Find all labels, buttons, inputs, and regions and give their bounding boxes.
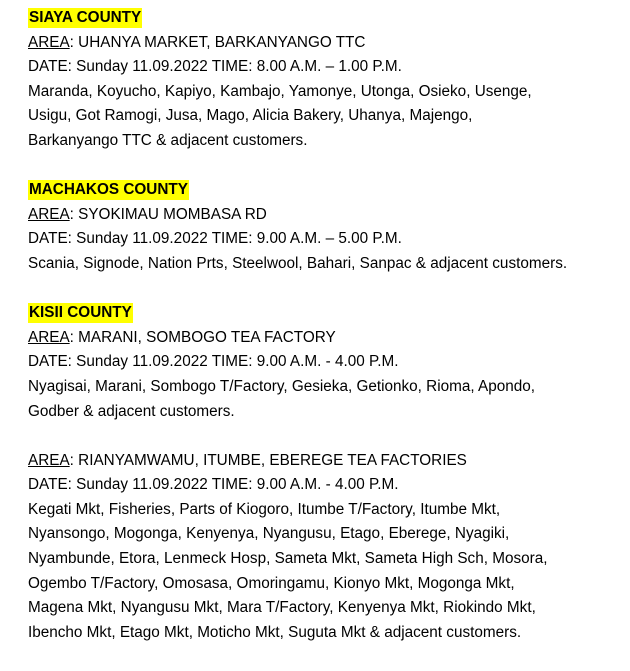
- area-value: : UHANYA MARKET, BARKANYANGO TTC: [69, 33, 366, 51]
- outage-notice-document: [28, 6, 628, 645]
- area-value: : SYOKIMAU MOMBASA RD: [69, 205, 267, 223]
- area-line: [28, 449, 628, 474]
- area-section-rianyamwamu: [28, 449, 628, 646]
- date-time-line: DATE: Sunday 11.09.2022 TIME: 9.00 A.M. – 5.00 P.M.: [28, 230, 402, 248]
- county-section-siaya: [28, 6, 628, 154]
- places-line: Ogembo T/Factory, Omosasa, Omoringamu, Kionyo Mkt, Mogonga Mkt,: [28, 574, 515, 592]
- county-heading: KISII COUNTY: [29, 304, 132, 322]
- places-line: Scania, Signode, Nation Prts, Steelwool, Bahari, Sanpac & adjacent customers.: [28, 254, 568, 272]
- paragraph-spacer: [28, 154, 628, 179]
- area-line: [28, 31, 628, 56]
- paragraph-spacer: [28, 424, 628, 449]
- places-line: Nyansongo, Mogonga, Kenyenya, Nyangusu, Etago, Eberege, Nyagiki,: [28, 525, 510, 543]
- area-label: AREA: [28, 451, 70, 469]
- county-heading: SIAYA COUNTY: [29, 9, 142, 26]
- date-time-line: DATE: Sunday 11.09.2022 TIME: 8.00 A.M. – 1.00 P.M.: [28, 58, 402, 76]
- places-line: Usigu, Got Ramogi, Jusa, Mago, Alicia Bakery, Uhanya, Majengo,: [28, 107, 473, 125]
- places-line: Barkanyango TTC & adjacent customers.: [28, 131, 308, 149]
- places-line: Maranda, Koyucho, Kapiyo, Kambajo, Yamonye, Utonga, Osieko, Usenge,: [28, 82, 532, 100]
- county-section-machakos: [28, 178, 628, 276]
- county-heading: MACHAKOS COUNTY: [29, 181, 188, 199]
- area-label: AREA: [28, 33, 70, 51]
- date-time-line: DATE: Sunday 11.09.2022 TIME: 9.00 A.M. - 4.00 P.M.: [28, 476, 399, 494]
- area-label: AREA: [28, 328, 70, 346]
- places-line: Nyagisai, Marani, Sombogo T/Factory, Gesieka, Getionko, Rioma, Apondo,: [28, 377, 536, 395]
- places-line: Magena Mkt, Nyangusu Mkt, Mara T/Factory, Kenyenya Mkt, Riokindo Mkt,: [28, 599, 536, 617]
- places-line: Godber & adjacent customers.: [28, 402, 235, 420]
- places-line: Nyambunde, Etora, Lenmeck Hosp, Sameta Mkt, Sameta High Sch, Mosora,: [28, 550, 548, 568]
- places-line: Ibencho Mkt, Etago Mkt, Moticho Mkt, Suguta Mkt & adjacent customers.: [28, 623, 522, 641]
- area-label: AREA: [28, 205, 70, 223]
- area-value: : MARANI, SOMBOGO TEA FACTORY: [69, 328, 336, 346]
- area-value: : RIANYAMWAMU, ITUMBE, EBEREGE TEA FACTORIES: [69, 451, 467, 469]
- area-line: [28, 203, 628, 228]
- date-time-line: DATE: Sunday 11.09.2022 TIME: 9.00 A.M. - 4.00 P.M.: [28, 353, 399, 371]
- county-section-kisii: [28, 301, 628, 424]
- places-line: Kegati Mkt, Fisheries, Parts of Kiogoro, Itumbe T/Factory, Itumbe Mkt,: [28, 500, 501, 518]
- area-line: [28, 326, 628, 351]
- paragraph-spacer: [28, 277, 628, 302]
